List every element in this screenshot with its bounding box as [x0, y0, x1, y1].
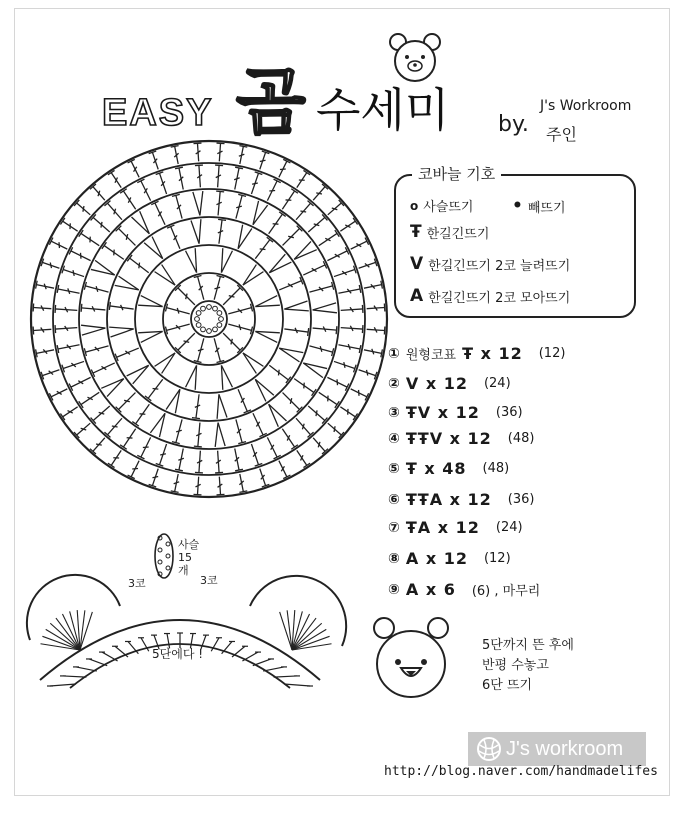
right-gap-label: 3코 — [200, 574, 218, 587]
chain-stitch-mark — [158, 548, 162, 552]
dc-stitch-mark — [367, 327, 385, 335]
round-ring — [79, 189, 339, 449]
dc-stitch-mark — [340, 407, 357, 420]
inc-stitch-mark — [115, 276, 139, 290]
dc-stitch-mark — [137, 179, 150, 201]
dc-stitch-mark — [69, 377, 91, 390]
dc-stitch-mark — [62, 266, 84, 277]
inc-stitch-mark — [91, 260, 115, 275]
brand-label: J's Workroom — [540, 98, 632, 114]
dc-stitch-mark — [216, 191, 224, 215]
dc-stitch-mark — [49, 389, 67, 401]
legend-item-decrease — [410, 286, 570, 306]
dc-stitch-mark — [283, 226, 303, 246]
dc-stitch-mark — [297, 170, 310, 187]
dc-stitch-mark — [228, 304, 252, 314]
dc-stitch-mark — [234, 167, 243, 189]
inc-stitch-mark — [238, 225, 252, 249]
dc-stitch-mark — [364, 349, 382, 357]
inc-stitch-mark — [253, 201, 268, 225]
inc-stitch-mark — [155, 353, 176, 374]
dc-stitch-mark — [215, 165, 223, 187]
dc-stitch-mark — [340, 218, 357, 231]
slip-stitch-icon: • — [512, 196, 523, 216]
row-instruction: ① 원형코표 Ŧ x 12 (12) — [388, 344, 566, 363]
dc-stitch-mark — [175, 167, 183, 189]
dc-stitch-mark — [313, 438, 328, 454]
legend-label: 빼뜨기 — [527, 200, 566, 216]
row-instruction: ⑨ A x 6 (6) , 마무리 — [388, 580, 541, 599]
legend-item-chain — [410, 196, 473, 215]
row-instruction: ⑦ ŦA x 12 (24) — [388, 518, 523, 537]
dc-stitch-mark — [165, 304, 189, 314]
inc-stitch-mark — [144, 237, 163, 259]
dc-stitch-mark — [279, 277, 303, 290]
inc-stitch-mark — [217, 394, 227, 418]
dc-stitch-mark — [104, 418, 122, 437]
dc-stitch-mark — [319, 230, 340, 246]
dc-stitch-mark — [49, 238, 67, 250]
dc-stitch-mark — [296, 201, 314, 220]
chain-stitch-mark — [195, 317, 200, 322]
dc-stitch-mark — [63, 676, 86, 677]
dc-stitch-mark — [217, 477, 225, 495]
dc-stitch-mark — [223, 285, 243, 305]
dc-stitch-mark — [283, 393, 303, 413]
inc-stitch-mark — [255, 379, 274, 401]
dc-stitch-mark — [251, 444, 262, 466]
dc-stitch-mark — [36, 349, 54, 357]
legend-item-increase — [410, 254, 570, 274]
dc-stitch-mark — [279, 159, 291, 177]
dc-stitch-mark — [334, 361, 356, 372]
dc-stitch-mark — [359, 259, 377, 269]
dc-stitch-mark — [194, 275, 204, 299]
dc-stitch-mark — [328, 200, 344, 215]
dc-stitch-mark — [238, 389, 251, 413]
dc-stitch-mark — [165, 324, 189, 334]
inc-stitch-mark — [186, 365, 197, 389]
inc-stitch-mark — [279, 348, 303, 362]
inc-stitch-mark — [186, 248, 197, 272]
chain-stitch-mark — [196, 311, 201, 316]
chain-stitch-mark — [201, 306, 206, 311]
dc-stitch-mark — [132, 404, 149, 426]
by-label: by. — [498, 112, 529, 137]
dc-stitch-mark — [41, 259, 59, 269]
dc-stitch-mark — [172, 419, 182, 443]
dc-stitch-mark — [282, 429, 298, 450]
row-instruction: ⑧ A x 12 (12) — [388, 549, 511, 568]
dc-stitch-mark — [242, 652, 258, 661]
dc-stitch-mark — [308, 214, 327, 232]
round-ring — [135, 245, 283, 393]
chain-stitch-mark — [158, 560, 162, 564]
left-ear-arc — [27, 575, 120, 640]
dc-stitch-mark — [74, 200, 90, 215]
dc-stitch-mark — [69, 247, 91, 260]
dc-stitch-mark — [57, 285, 79, 294]
dc-stitch-mark — [91, 363, 114, 377]
legend-item-slip — [512, 196, 566, 216]
chain-stitch-mark — [213, 327, 218, 332]
dc-stitch-mark — [149, 151, 159, 169]
inc-stitch-mark — [221, 365, 232, 389]
dc-stitch-mark — [334, 266, 356, 277]
dc-stitch-mark — [109, 302, 133, 310]
dc-stitch-mark — [218, 219, 226, 243]
round-ring — [107, 217, 311, 421]
note-text: 5단까지 뜬 후에 반평 수놓고 6단 뜨기 — [482, 638, 574, 693]
dc-stitch-mark — [120, 429, 136, 450]
inc-stitch-mark — [215, 423, 225, 447]
inc-stitch-mark — [155, 265, 176, 286]
dc-stitch-mark — [55, 305, 77, 313]
legend-label: 사슬뜨기 — [423, 200, 474, 215]
inc-stitch-mark — [127, 365, 149, 384]
dc-stitch-mark — [274, 676, 297, 677]
author-label: 주인 — [546, 125, 577, 144]
inc-stitch-mark — [269, 254, 291, 273]
round-ring — [191, 301, 227, 337]
right-ear-arc — [250, 576, 346, 646]
dc-stitch-mark — [192, 394, 200, 418]
dc-stitch-mark — [297, 450, 310, 467]
dc-stitch-mark — [116, 393, 136, 413]
dc-stitch-mark — [104, 201, 122, 220]
chain-stitch-mark — [217, 311, 222, 316]
dc-stitch-mark — [195, 165, 203, 187]
dc-stitch-mark — [128, 159, 140, 177]
increase-stitch-icon: V — [410, 254, 424, 274]
row-instruction: ⑤ Ŧ x 48 (48) — [388, 459, 510, 478]
dc-stitch-mark — [195, 451, 203, 473]
inc-stitch-mark — [284, 301, 308, 311]
dc-stitch-mark — [341, 305, 363, 313]
dc-stitch-mark — [81, 304, 105, 312]
dc-stitch-mark — [194, 338, 204, 362]
title-main: 곰 — [236, 60, 306, 144]
chain-stitch-mark — [207, 329, 212, 334]
dc-stitch-mark — [167, 225, 180, 249]
dc-stitch-mark — [284, 328, 308, 336]
dc-stitch-mark — [296, 418, 314, 437]
chain-stitch-mark — [166, 566, 170, 570]
inc-stitch-mark — [255, 296, 279, 307]
dc-stitch-mark — [156, 172, 167, 194]
chain-stitch-mark — [217, 323, 222, 328]
dc-stitch-mark — [149, 469, 159, 487]
dc-stitch-mark — [33, 303, 51, 311]
inc-stitch-mark — [303, 363, 327, 378]
dc-stitch-mark — [351, 389, 369, 401]
row-instruction: ③ ŦV x 12 (36) — [388, 403, 523, 422]
dc-stitch-mark — [267, 437, 280, 459]
dc-stitch-mark — [214, 338, 224, 362]
blog-url[interactable]: http://blog.naver.com/handmadelifes — [384, 764, 658, 779]
dc-stitch-mark — [269, 212, 286, 234]
dc-stitch-mark — [145, 379, 163, 400]
dc-stitch-mark — [137, 437, 150, 459]
row-instruction: ⑥ ŦŦA x 12 (36) — [388, 490, 535, 509]
dc-stitch-mark — [84, 282, 108, 292]
dc-stitch-mark — [84, 346, 108, 356]
dc-stitch-mark — [217, 143, 225, 161]
dc-stitch-mark — [236, 194, 246, 218]
dc-stitch-mark — [223, 333, 243, 353]
chain-stitch-mark — [213, 306, 218, 311]
title-easy: EASY — [102, 92, 214, 134]
dc-stitch-mark — [102, 242, 124, 259]
chain-stitch-mark — [201, 327, 206, 332]
dc-stitch-mark — [214, 275, 224, 299]
dc-stitch-mark — [367, 303, 385, 311]
dc-stitch-mark — [263, 667, 284, 671]
inc-stitch-mark — [193, 191, 203, 215]
inc-stitch-mark — [101, 379, 124, 397]
bear-face-icon — [368, 612, 458, 702]
dc-stitch-mark — [193, 143, 201, 161]
legend-title: 코바늘 기호 — [412, 163, 501, 184]
dc-stitch-mark — [79, 392, 100, 408]
double-crochet-icon: Ŧ — [410, 222, 422, 242]
dc-stitch-mark — [215, 451, 223, 473]
inc-stitch-mark — [255, 331, 279, 342]
dc-stitch-mark — [253, 659, 271, 666]
legend-label: 한길긴뜨기 2코 모아뜨기 — [428, 290, 571, 306]
dc-stitch-mark — [108, 170, 121, 187]
dc-stitch-mark — [309, 282, 333, 292]
dc-stitch-mark — [120, 189, 136, 210]
dc-stitch-mark — [156, 444, 167, 466]
dc-stitch-mark — [235, 448, 243, 470]
dc-stitch-mark — [308, 406, 327, 424]
dc-stitch-mark — [260, 469, 270, 487]
inc-stitch-mark — [138, 331, 162, 342]
dc-stitch-mark — [151, 201, 165, 224]
dc-stitch-mark — [36, 281, 54, 289]
dc-stitch-mark — [232, 646, 245, 657]
inc-stitch-mark — [294, 241, 317, 259]
watermark-badge — [468, 732, 646, 766]
dc-stitch-mark — [251, 172, 262, 194]
row-instruction: ② V x 12 (24) — [388, 374, 511, 393]
legend-item-dc — [410, 222, 489, 242]
dc-stitch-mark — [338, 344, 360, 353]
chain-stitch-mark — [219, 317, 224, 322]
dc-stitch-mark — [313, 326, 337, 334]
inc-stitch-mark — [221, 248, 232, 272]
dc-stitch-mark — [175, 448, 184, 470]
round-ring — [53, 163, 365, 475]
dc-stitch-mark — [175, 333, 195, 353]
legend-label: 한길긴뜨기 — [426, 226, 490, 242]
dc-stitch-mark — [255, 237, 273, 258]
dc-stitch-mark — [193, 477, 201, 495]
dc-stitch-mark — [313, 184, 328, 200]
dc-stitch-mark — [171, 146, 179, 164]
dc-stitch-mark — [76, 667, 97, 671]
dc-stitch-mark — [172, 194, 182, 218]
dc-stitch-mark — [309, 346, 333, 356]
dc-stitch-mark — [175, 285, 195, 305]
dc-stitch-mark — [74, 423, 90, 438]
chain-stitch-mark — [166, 542, 170, 546]
round-ring — [31, 141, 387, 497]
dc-stitch-mark — [90, 438, 105, 454]
dc-stitch-mark — [89, 659, 107, 666]
dc-stitch-mark — [79, 230, 100, 246]
dc-stitch-mark — [102, 652, 118, 661]
decrease-stitch-icon: A — [410, 286, 424, 306]
bear-head-icon — [386, 32, 444, 84]
inc-stitch-mark — [138, 296, 162, 307]
inc-stitch-mark — [131, 211, 149, 234]
dc-stitch-mark — [228, 324, 252, 334]
dc-stitch-mark — [62, 361, 84, 372]
dc-stitch-mark — [108, 450, 121, 467]
dc-stitch-mark — [60, 218, 77, 231]
dc-stitch-mark — [303, 261, 326, 275]
dc-stitch-mark — [41, 370, 59, 380]
title-rest: 수세미 — [316, 83, 450, 137]
dc-stitch-mark — [127, 255, 148, 273]
round-ring — [163, 273, 255, 365]
dc-stitch-mark — [327, 247, 349, 260]
chain-stitch-icon: o — [410, 198, 419, 213]
watermark-text: J's workroom — [506, 737, 624, 760]
dc-stitch-mark — [91, 214, 110, 232]
row-label: 5단에다 ! — [152, 647, 204, 661]
chain-stitch-mark — [196, 323, 201, 328]
chain-stitch-mark — [166, 554, 170, 558]
chain-stitch-mark — [207, 305, 212, 310]
dc-stitch-mark — [328, 423, 344, 438]
inc-stitch-mark — [150, 413, 165, 437]
dc-stitch-mark — [279, 461, 291, 479]
dc-stitch-mark — [341, 325, 363, 333]
inc-stitch-mark — [269, 404, 287, 427]
row-instruction: ④ ŦŦV x 12 (48) — [388, 429, 535, 448]
inc-stitch-mark — [243, 265, 264, 286]
dc-stitch-mark — [364, 281, 382, 289]
dc-stitch-mark — [57, 345, 79, 353]
dc-stitch-mark — [327, 377, 349, 390]
inc-stitch-mark — [243, 353, 264, 374]
yarn-ball-icon — [476, 736, 502, 762]
dc-stitch-mark — [90, 184, 105, 200]
dc-stitch-mark — [60, 407, 77, 420]
inc-stitch-mark — [109, 327, 133, 337]
dc-stitch-mark — [116, 226, 136, 246]
dc-stitch-mark — [319, 392, 340, 408]
left-gap-label: 3코 — [128, 577, 146, 590]
inc-stitch-mark — [313, 303, 337, 313]
dc-stitch-mark — [260, 151, 270, 169]
dc-stitch-mark — [282, 189, 298, 210]
dc-stitch-mark — [294, 379, 316, 396]
dc-stitch-mark — [269, 365, 290, 383]
dc-stitch-mark — [267, 179, 280, 201]
dc-stitch-mark — [91, 406, 110, 424]
inc-stitch-mark — [191, 219, 201, 243]
round-stitch-diagram — [24, 134, 394, 504]
dc-stitch-mark — [128, 461, 140, 479]
dc-stitch-mark — [239, 474, 247, 492]
inc-stitch-mark — [81, 325, 105, 335]
dc-stitch-mark — [115, 348, 139, 361]
dc-stitch-mark — [33, 327, 51, 335]
dc-stitch-mark — [55, 325, 77, 333]
dc-stitch-mark — [351, 238, 369, 250]
legend-label: 한길긴뜨기 2코 늘려뜨기 — [428, 258, 571, 274]
chain-count-label: 사슬 15개 — [178, 538, 200, 577]
dc-stitch-mark — [338, 285, 360, 293]
dc-stitch-mark — [115, 646, 128, 657]
dc-stitch-mark — [239, 146, 247, 164]
dc-stitch-mark — [236, 419, 246, 443]
dc-stitch-mark — [253, 413, 267, 436]
dc-stitch-mark — [359, 370, 377, 380]
dc-stitch-mark — [194, 423, 202, 447]
inc-stitch-mark — [166, 389, 180, 413]
dc-stitch-mark — [171, 474, 179, 492]
